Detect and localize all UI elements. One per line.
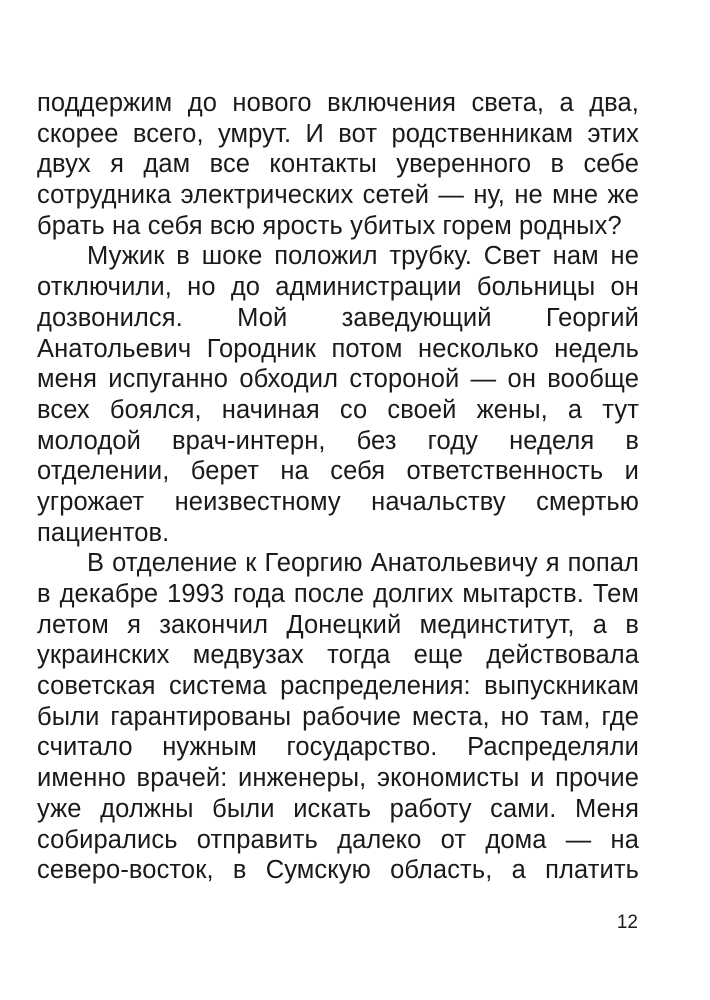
text-line: брать на себя всю ярость убитых горем родных? [37, 211, 622, 240]
text-line: дозвонился. Мой заведующий Георгий [37, 303, 639, 332]
text-line: отключили, но до администрации больницы он [37, 273, 639, 302]
text-line: поддержим до нового включения света, а два, [37, 89, 639, 117]
text-line: именно врачей: инженеры, экономисты и прочие [37, 764, 639, 793]
text-line: в декабре 1993 года после долгих мытарств. Тем [37, 580, 639, 608]
paragraph-first-line: Мужик в шоке положил трубку. Свет нам не [87, 242, 639, 271]
text-line: сотрудника электрических сетей — ну, не мне же [37, 181, 639, 210]
text-line: пациентов. [37, 518, 170, 547]
text-line: считало нужным государство. Распределяли [37, 733, 639, 762]
text-line: угрожает неизвестному начальству смертью [37, 487, 639, 516]
text-line: северо-восток, в Сумскую область, а платить [37, 856, 639, 885]
page-number: 12 [616, 912, 638, 933]
text-line: собирались отправить далеко от дома — на [37, 825, 639, 854]
text-line: Анатольевич Городник потом несколько недель [37, 334, 639, 363]
body-text [37, 88, 639, 886]
text-line: отделении, берет на себя ответственность и [37, 457, 639, 486]
paragraph-first-line: В отделение к Георгию Анатольевичу я попал [87, 549, 639, 578]
text-line: уже должны были искать работу сами. Меня [37, 794, 639, 823]
text-line: меня испуганно обходил стороной — он вообще [37, 365, 639, 394]
text-line: были гарантированы рабочие места, но там, где [37, 702, 639, 731]
text-line: молодой врач-интерн, без году неделя в [37, 426, 639, 455]
text-line: советская система распределения: выпускникам [37, 672, 639, 701]
text-line: скорее всего, умрут. И вот родственникам этих [37, 119, 639, 148]
text-line: украинских медвузах тогда еще действовала [37, 641, 639, 670]
text-line: летом я закончил Донецкий мединститут, а в [37, 610, 639, 639]
text-line: двух я дам все контакты уверенного в себе [37, 150, 639, 179]
text-line: всех боялся, начиная со своей жены, а тут [37, 395, 639, 424]
